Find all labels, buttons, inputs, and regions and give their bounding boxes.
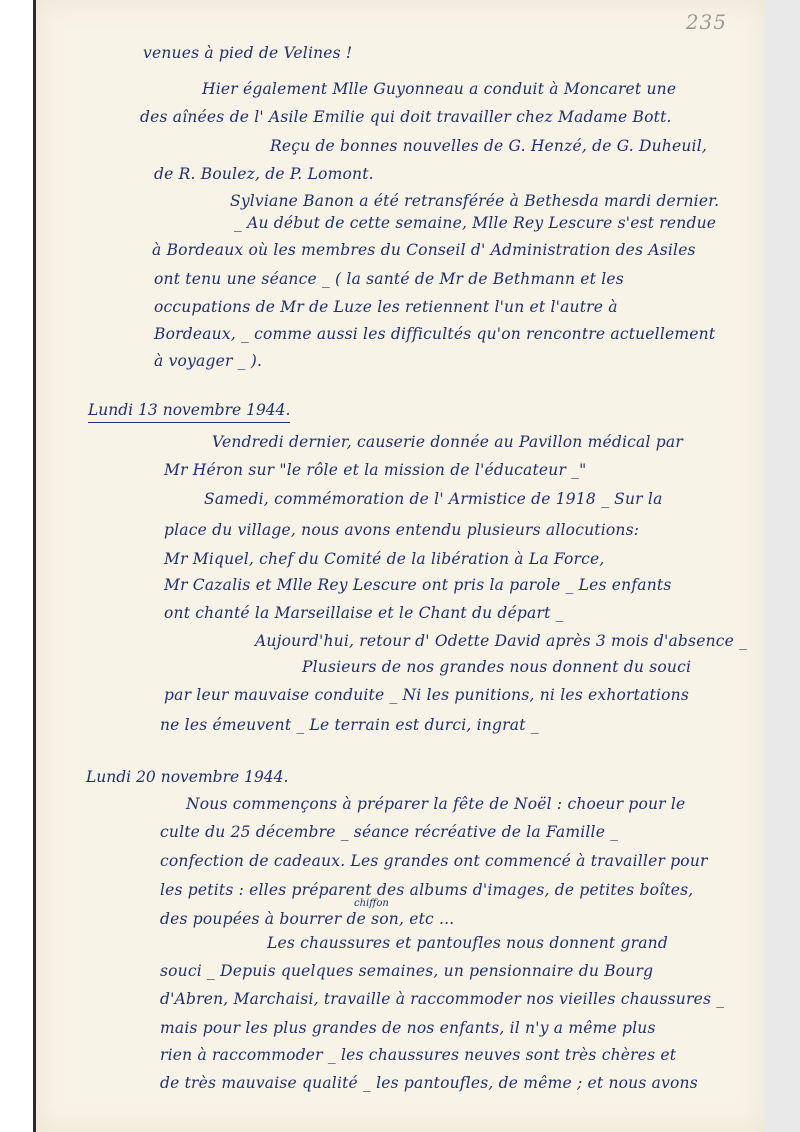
text-line: confection de cadeaux. Les grandes ont commencé à travailler pour — [160, 852, 708, 870]
text-line: Samedi, commémoration de l' Armistice de 1918 _ Sur la — [204, 490, 663, 508]
page-number: 235 — [685, 10, 727, 34]
text-line: des poupées à bourrer de son, etc ... — [160, 910, 455, 928]
text-line: venues à pied de Velines ! — [143, 44, 353, 62]
text-line: souci _ Depuis quelques semaines, un pensionnaire du Bourg — [160, 962, 654, 980]
text-line: Reçu de bonnes nouvelles de G. Henzé, de G. Duheuil, — [270, 137, 707, 155]
text-line: Mr Miquel, chef du Comité de la libération à La Force, — [164, 550, 605, 568]
interlinear-insertion: chiffon — [354, 898, 389, 909]
text-line: Plusieurs de nos grandes nous donnent du souci — [302, 658, 692, 676]
text-line: _ Au début de cette semaine, Mlle Rey Lescure s'est rendue — [234, 214, 717, 232]
text-line: Aujourd'hui, retour d' Odette David après 3 mois d'absence _ — [255, 632, 748, 650]
text-line: Hier également Mlle Guyonneau a conduit à Moncaret une — [202, 80, 677, 98]
text-line: à voyager _ ). — [154, 352, 263, 370]
text-line: Mr Héron sur "le rôle et la mission de l'éducateur _" — [164, 461, 587, 479]
text-line: occupations de Mr de Luze les retiennent l'un et l'autre à — [154, 298, 618, 316]
text-line: de R. Boulez, de P. Lomont. — [154, 165, 374, 183]
text-line: ne les émeuvent _ Le terrain est durci, ingrat _ — [160, 716, 539, 734]
handwritten-page — [36, 0, 765, 1132]
text-line: de très mauvaise qualité _ les pantoufles, de même ; et nous avons — [160, 1074, 698, 1092]
text-line: ont chanté la Marseillaise et le Chant du départ _ — [164, 604, 564, 622]
entry-date-heading: Lundi 13 novembre 1944. — [88, 401, 290, 423]
text-line: d'Abren, Marchaisi, travaille à raccommoder nos vieilles chaussures _ — [160, 990, 725, 1008]
scan-margin — [765, 0, 800, 1132]
text-line: par leur mauvaise conduite _ Ni les punitions, ni les exhortations — [164, 686, 689, 704]
text-line: Vendredi dernier, causerie donnée au Pavillon médical par — [212, 433, 683, 451]
text-line: culte du 25 décembre _ séance récréative de la Famille _ — [160, 823, 619, 841]
text-line: Sylviane Banon a été retransférée à Bethesda mardi dernier. — [230, 192, 720, 210]
text-line: des aînées de l' Asile Emilie qui doit travailler chez Madame Bott. — [140, 108, 672, 126]
text-line: ont tenu une séance _ ( la santé de Mr de Bethmann et les — [154, 270, 624, 288]
entry-date-heading: Lundi 20 novembre 1944. — [86, 768, 289, 786]
text-line: Nous commençons à préparer la fête de Noël : choeur pour le — [186, 795, 686, 813]
text-line: place du village, nous avons entendu plusieurs allocutions: — [164, 521, 640, 539]
text-line: Mr Cazalis et Mlle Rey Lescure ont pris la parole _ Les enfants — [164, 576, 672, 594]
text-line: Bordeaux, _ comme aussi les difficultés qu'on rencontre actuellement — [154, 325, 716, 343]
text-line: rien à raccommoder _ les chaussures neuves sont très chères et — [160, 1046, 677, 1064]
text-line: Les chaussures et pantoufles nous donnent grand — [267, 934, 668, 952]
text-line: les petits : elles préparent des albums d'images, de petites boîtes, — [160, 881, 694, 899]
text-line: à Bordeaux où les membres du Conseil d' Administration des Asiles — [152, 241, 696, 259]
text-line: mais pour les plus grandes de nos enfants, il n'y a même plus — [160, 1019, 656, 1037]
